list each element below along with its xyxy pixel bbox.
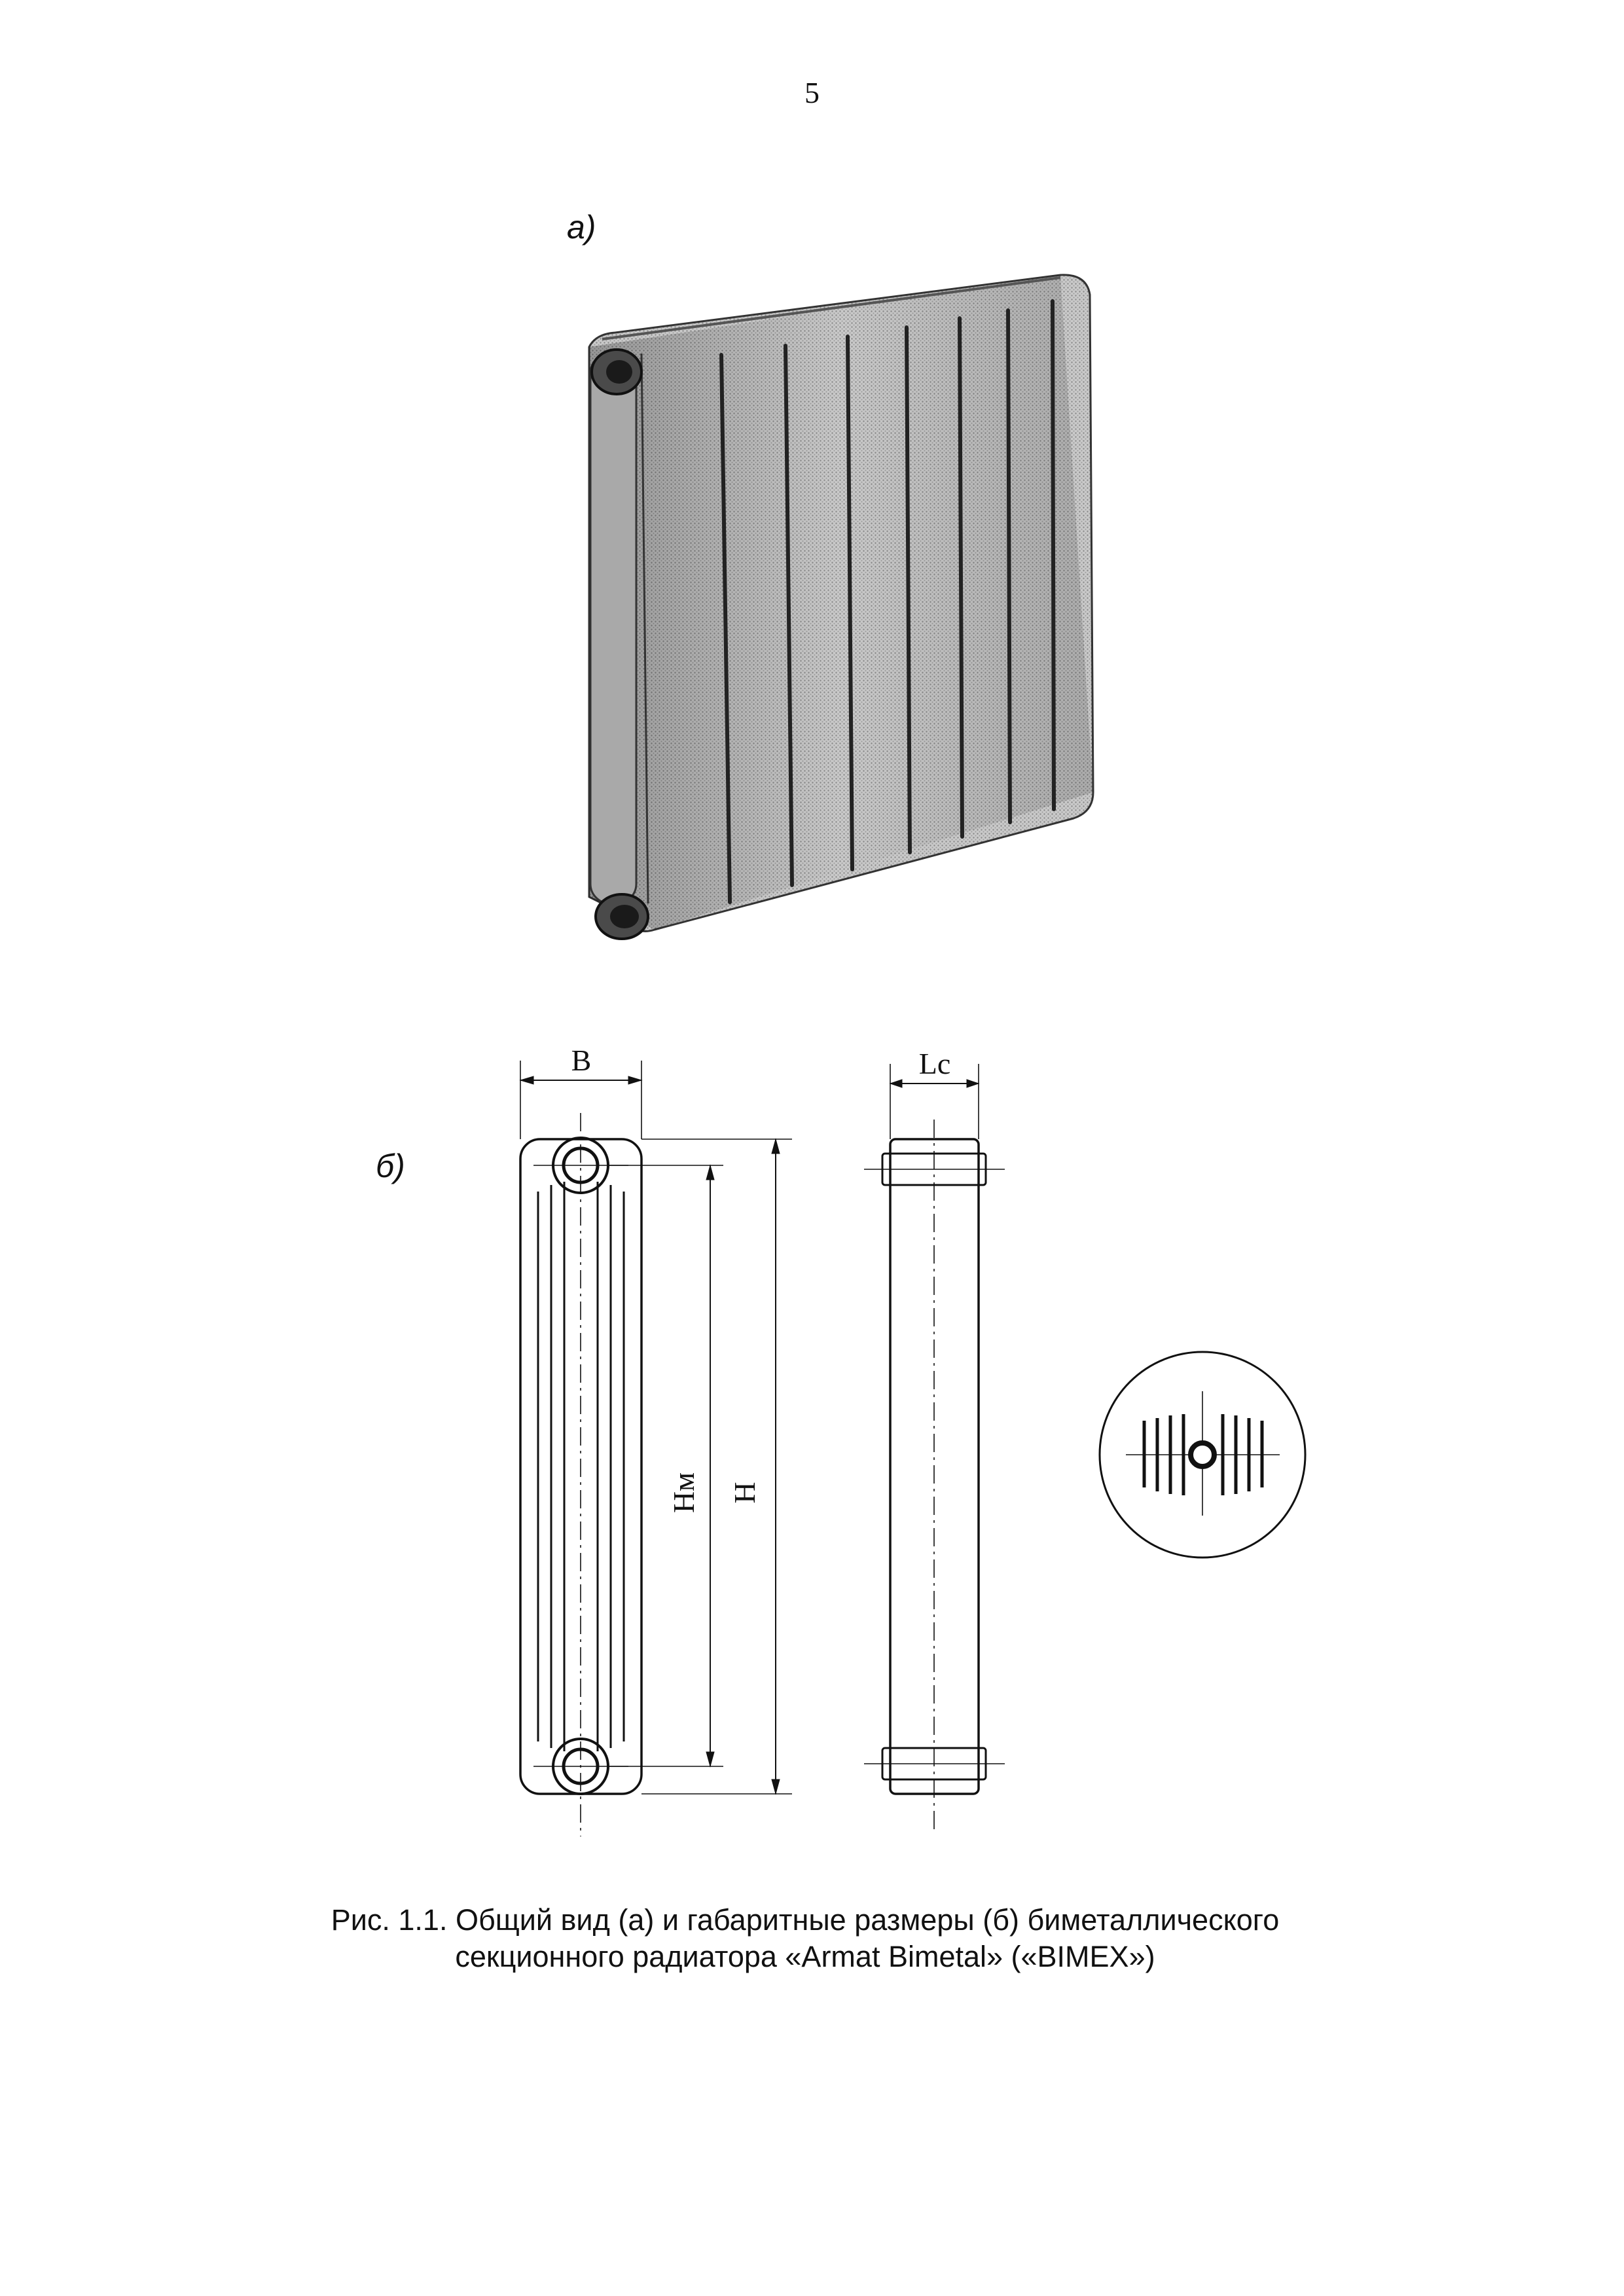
page-number: 5 [804,76,820,109]
caption-line-2: секционного радиатора «Armat Bimetal» («BIMEX») [455,1940,1155,1973]
figure-caption [249,1902,1362,1975]
radiator-body [589,275,1093,932]
bottom-outlet-nipple [596,894,648,939]
panel-label-b: б) [376,1148,405,1184]
dimension-h [641,1139,792,1794]
radiator-general-view [576,255,1100,962]
dimension-h-label: H [728,1482,761,1504]
section-front-view [520,1113,641,1836]
detail-circle-view [1100,1352,1305,1558]
panel-label-a: а) [567,209,596,246]
radiator-dimension-drawing [497,1034,1348,1859]
caption-line-1: Рис. 1.1. Общий вид (а) и габаритные размеры (б) биметаллического [331,1903,1280,1937]
dimension-lc-label: Lc [918,1047,951,1080]
dimension-hm [609,1165,723,1766]
dimension-b-label: B [571,1044,592,1077]
section-side-view [864,1120,1005,1830]
dimension-hm-label: Hм [667,1472,700,1514]
top-inlet-nipple [592,350,641,394]
